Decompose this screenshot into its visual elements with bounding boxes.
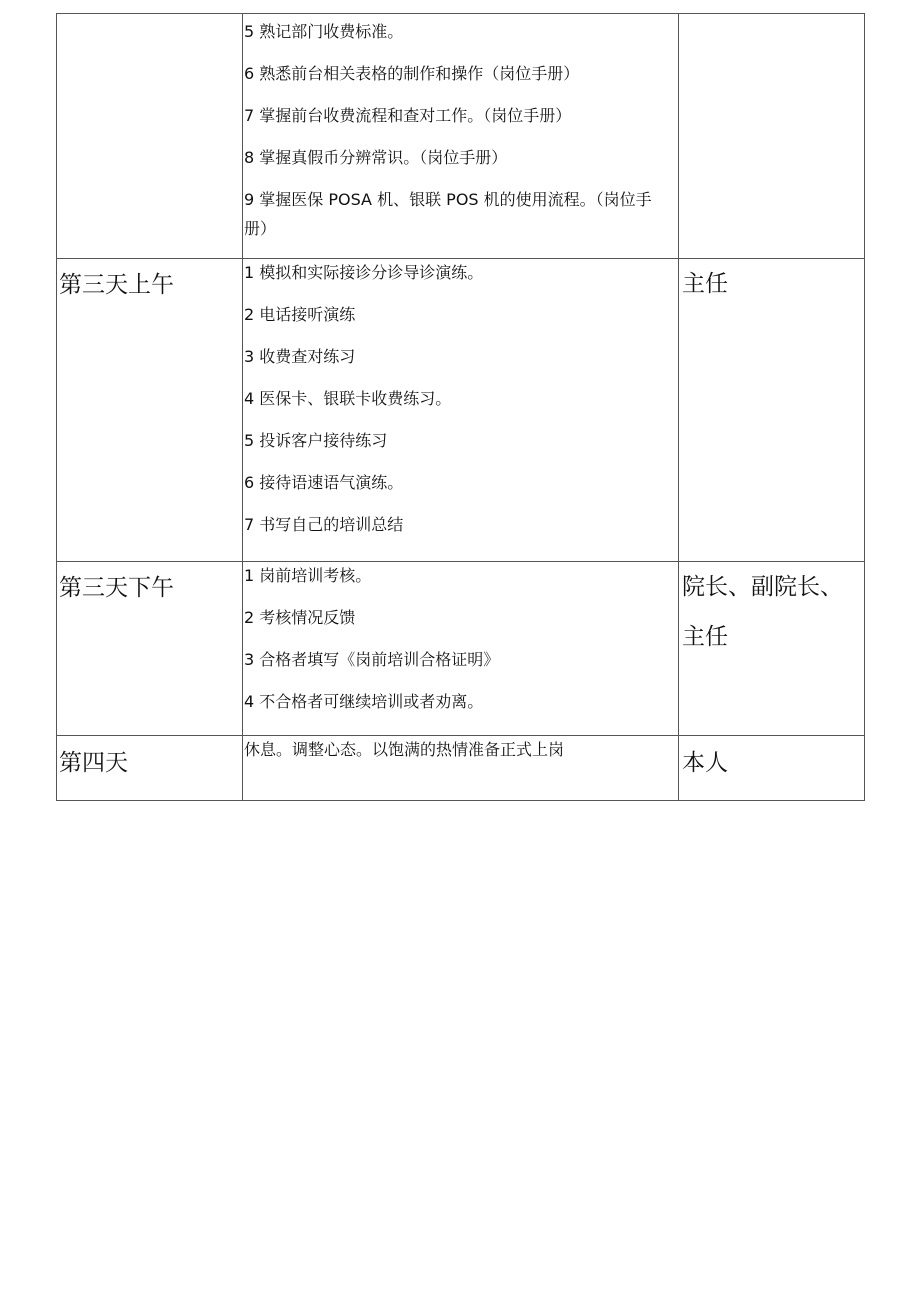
owner-cell bbox=[679, 14, 865, 259]
list-item: 6 熟悉前台相关表格的制作和操作（岗位手册） bbox=[244, 64, 580, 83]
list-item: 2 考核情况反馈 bbox=[244, 608, 356, 627]
list-item: 9 掌握医保 POSA 机、银联 POS 机的使用流程。（岗位手册） bbox=[244, 190, 652, 238]
owner-cell: 主任 bbox=[679, 259, 865, 562]
content-cell bbox=[243, 736, 679, 801]
day-cell bbox=[57, 14, 243, 259]
list-item: 1 模拟和实际接诊分诊导诊演练。 bbox=[244, 263, 484, 282]
table-row bbox=[57, 562, 865, 736]
table-row bbox=[57, 736, 865, 801]
content-cell bbox=[243, 14, 679, 259]
list-item: 5 熟记部门收费标准。 bbox=[244, 22, 404, 41]
list-item: 休息。调整心态。以饱满的热情准备正式上岗 bbox=[244, 740, 565, 759]
table-row bbox=[57, 14, 865, 259]
list-item: 5 投诉客户接待练习 bbox=[244, 431, 388, 450]
list-item: 6 接待语速语气演练。 bbox=[244, 473, 404, 492]
list-item: 7 书写自己的培训总结 bbox=[244, 515, 404, 534]
table-row bbox=[57, 259, 865, 562]
day-cell: 第三天上午 bbox=[57, 259, 243, 562]
list-item: 4 医保卡、银联卡收费练习。 bbox=[244, 389, 452, 408]
list-item: 3 合格者填写《岗前培训合格证明》 bbox=[244, 650, 500, 669]
list-item: 2 电话接听演练 bbox=[244, 305, 356, 324]
list-item: 3 收费查对练习 bbox=[244, 347, 356, 366]
owner-cell: 本人 bbox=[679, 736, 865, 801]
day-cell: 第四天 bbox=[57, 736, 243, 801]
day-cell: 第三天下午 bbox=[57, 562, 243, 736]
owner-cell: 院长、副院长、主任 bbox=[679, 562, 865, 736]
list-item: 8 掌握真假币分辨常识。（岗位手册） bbox=[244, 148, 508, 167]
list-item: 7 掌握前台收费流程和查对工作。（岗位手册） bbox=[244, 106, 572, 125]
content-cell bbox=[243, 259, 679, 562]
content-cell bbox=[243, 562, 679, 736]
list-item: 1 岗前培训考核。 bbox=[244, 566, 372, 585]
training-schedule-table bbox=[56, 13, 865, 801]
list-item: 4 不合格者可继续培训或者劝离。 bbox=[244, 692, 484, 711]
